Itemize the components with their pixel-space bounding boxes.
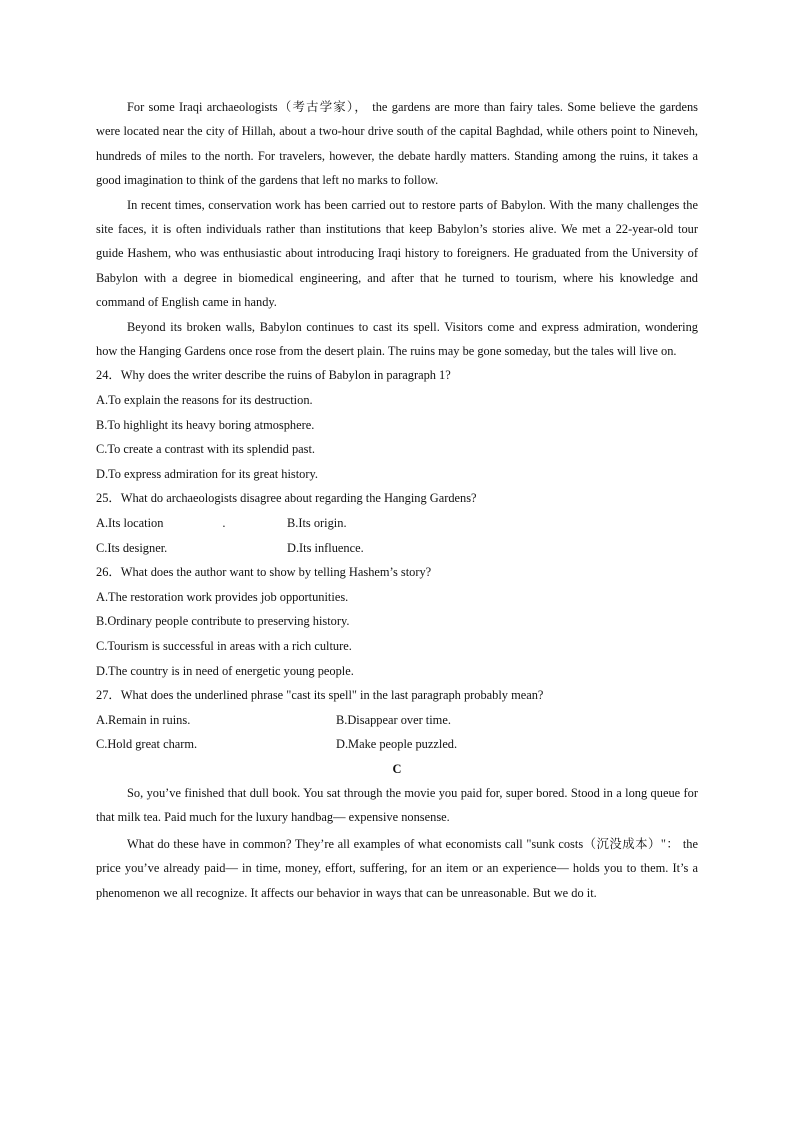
option-d: D.Make people puzzled. (336, 737, 458, 752)
passage-b-paragraph-2: In recent times, conservation work has been carried out to restore parts of Babylon. With the many challenges the site faces, it is often individuals rather than institutions that keep Babylon’s stories alive. We met a 22-year-old tour guide Hashem, who was enthusiastic about introducing Iraqi history to foreigners. He graduated from the University of Babylon with a degree in biomedical engineering, and after that he turned to tourism, where his knowledge and command of English came in handy. (96, 197, 698, 310)
option-d: D.To express admiration for its great history. (96, 466, 318, 481)
option-c: C.To create a contrast with its splendid past. (96, 442, 316, 457)
question-24 (96, 363, 698, 486)
stray-dot: . (222, 516, 226, 531)
options-row (96, 708, 698, 733)
passage-b-paragraph-3: Beyond its broken walls, Babylon continues to cast its spell. Visitors come and express admiration, wondering how the Hanging Gardens once rose from the desert plain. The ruins may be gone someday, but the tales will live on. (96, 319, 698, 359)
option-c: C.Tourism is successful in areas with a rich culture. (96, 639, 352, 653)
passage-b-paragraph-1: For some Iraqi archaeologists（考古学家）， the gardens are more than fairy tales. Some believe the gardens were located near the city of Hillah, about a two-hour drive south of the capital Baghdad, while others point to Nineveh, hundreds of miles to the north. For travelers, however, the debate hardly matters. Standing among the ruins, it takes a good imagination to think of the gardens that left no marks to follow. (96, 100, 698, 188)
section-heading: C (392, 761, 402, 776)
passage-b (96, 95, 698, 363)
options-row (96, 536, 698, 561)
option-a: A.Its location (96, 516, 164, 531)
question-stem: 27．What does the underlined phrase "cast its spell" in the last paragraph probably mean? (96, 688, 544, 703)
option-b: B.Its origin. (287, 516, 347, 531)
option-d: D.Its influence. (287, 540, 364, 555)
question-27 (96, 683, 698, 757)
option-b: B.Disappear over time. (336, 712, 451, 727)
passage-c-paragraph-2: What do these have in common? They’re all examples of what economists call "sunk costs（沉没成本）"： the price you’ve already paid— in time, money, effort, suffering, for an item or an experience— holds you to them. It’s a phenomenon we all recognize. It affects our behavior in ways that can be unreasonable. But we do it. (96, 836, 698, 900)
option-d: D.The country is in need of energetic young people. (96, 663, 354, 678)
passage-c (96, 757, 698, 905)
question-26 (96, 560, 698, 683)
question-stem: 25．What do archaeologists disagree about regarding the Hanging Gardens? (96, 491, 477, 506)
option-a: A.To explain the reasons for its destruction. (96, 393, 313, 408)
option-b: B.To highlight its heavy boring atmosphere. (96, 417, 315, 432)
option-a-cell (96, 511, 287, 536)
question-25 (96, 486, 698, 560)
options-row (96, 732, 698, 757)
option-c: C.Its designer. (96, 540, 168, 555)
passage-c-paragraph-1: So, you’ve finished that dull book. You sat through the movie you paid for, super bored. Stood in a long queue for that milk tea. Paid much for the luxury handbag— expensive nonsense. (96, 785, 698, 825)
options-row (96, 511, 698, 536)
exam-page (96, 95, 698, 905)
option-a: A.Remain in ruins. (96, 712, 191, 727)
question-stem: 24．Why does the writer describe the ruins of Babylon in paragraph 1? (96, 368, 451, 383)
option-a: A.The restoration work provides job opportunities. (96, 589, 349, 604)
option-c: C.Hold great charm. (96, 737, 198, 752)
option-b: B.Ordinary people contribute to preserving history. (96, 614, 350, 629)
question-stem: 26．What does the author want to show by telling Hashem’s story? (96, 565, 432, 580)
